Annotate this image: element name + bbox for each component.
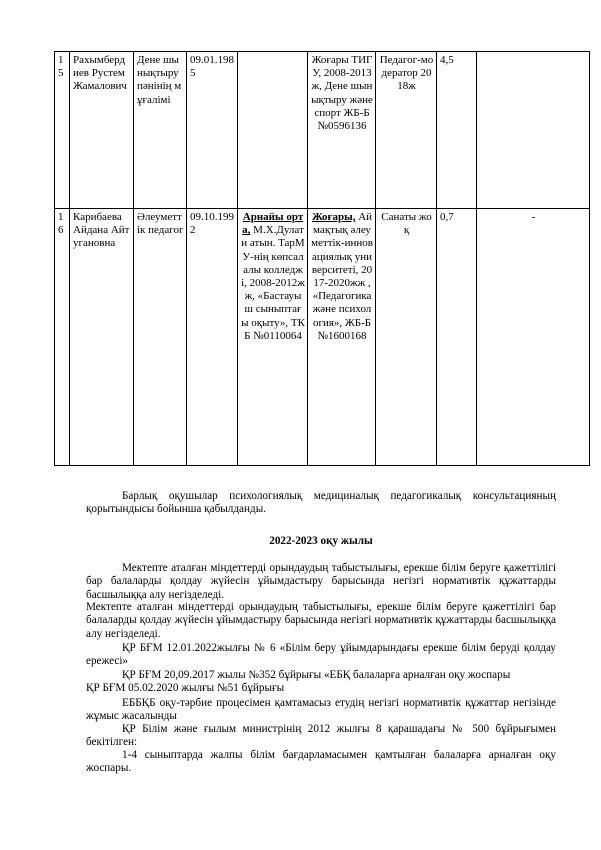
higher-education-head: Жоғары,	[311, 211, 356, 223]
staff-table	[54, 51, 590, 466]
row-number: 16	[55, 209, 70, 466]
intro-paragraph: Барлық оқушылар психологиялық медициналық педагогикалық консультацияның қорытындысы бойынша қабылданды.	[86, 490, 556, 516]
category: Педагог-модератор 2018ж	[376, 52, 437, 209]
experience: 4,5	[437, 52, 477, 209]
teacher-subject: Әлеуметтік педагог	[134, 209, 187, 466]
extra	[477, 52, 590, 209]
paragraph: ҚР БҒМ 05.02.2020 жылғы №51 бұйрығы	[86, 682, 285, 694]
higher-education-detail: Жоғары ТИГУ, 2008-2013ж, Дене шынықтыру және спорт ЖБ-Б №0596136	[311, 54, 373, 133]
secondary-education-head: Арнайы орта,	[242, 211, 304, 237]
paragraph: Мектепте аталған міндеттерді орындаудың табыстылығы, ерекше білім беруге қажеттілігі бар балаларды қолдау жүйесін ұйымдастыру барысында негізгі нормативтік құжаттарды басшылыққа алу негізделеді.	[86, 562, 556, 601]
row-number: 15	[55, 52, 70, 209]
extra: -	[477, 209, 590, 466]
paragraph: 1-4 сыныптарда жалпы білім бағдарламасымен қамтылған балаларға арналған оқу жоспары.	[86, 749, 556, 775]
teacher-subject: Дене шынықтыру пәнінің мұғалімі	[134, 52, 187, 209]
birth-date: 09.01.1985	[187, 52, 238, 209]
paragraph: ҚР Білім және ғылым министрінің 2012 жылғы 8 қарашадағы № 500 бұйрығымен бекітілген:	[86, 723, 556, 749]
higher-education-detail: Аймақтық әлеуметтік-инновациялық университеті, 2017-2020жж , «Педагогика және психология», ЖБ-Б №1600168	[311, 211, 373, 342]
secondary-education	[238, 209, 308, 466]
section-heading: 2022-2023 оқу жылы	[269, 535, 373, 547]
paragraph: ҚР БҒМ 20,09.2017 жылы №352 бұйрығы «ЕБҚ балаларға арналған оқу жоспары	[122, 669, 511, 681]
paragraph: ЕББҚБ оқу-тәрбие процесімен қамтамасыз етудің негізгі нормативтік құжаттар негізінде жұмыс жасалынды	[86, 697, 556, 723]
paragraph: ҚР БҒМ 12.01.2022жылғы № 6 «Білім беру ұйымдарындағы ерекше білім беруді қолдау ережесі»	[86, 642, 556, 668]
higher-education	[308, 209, 376, 466]
teacher-name: Карибаева Айдана Айтугановна	[70, 209, 134, 466]
category: Санаты жоқ	[376, 209, 437, 466]
table-row	[55, 52, 590, 209]
secondary-education	[238, 52, 308, 209]
table-row	[55, 209, 590, 466]
teacher-name: Рахымбердиев Рустем Жамалович	[70, 52, 134, 209]
secondary-education-detail: М.Х.Дулати атын. ТарМУ-нің көпсалалы колледжі, 2008-2012жж, «Бастауыш сыныптағы оқыту», ТКБ №0110064	[241, 224, 305, 342]
experience: 0,7	[437, 209, 477, 466]
birth-date: 09.10.1992	[187, 209, 238, 466]
higher-education	[308, 52, 376, 209]
paragraph: Мектепте аталған міндеттерді орындаудың табыстылығы, ерекше білім беруге қажеттілігі бар балаларды қолдау жүйесін ұйымдастыру барысында негізгі нормативтік құжаттарды басшылыққа алу негізделеді.	[86, 601, 556, 640]
